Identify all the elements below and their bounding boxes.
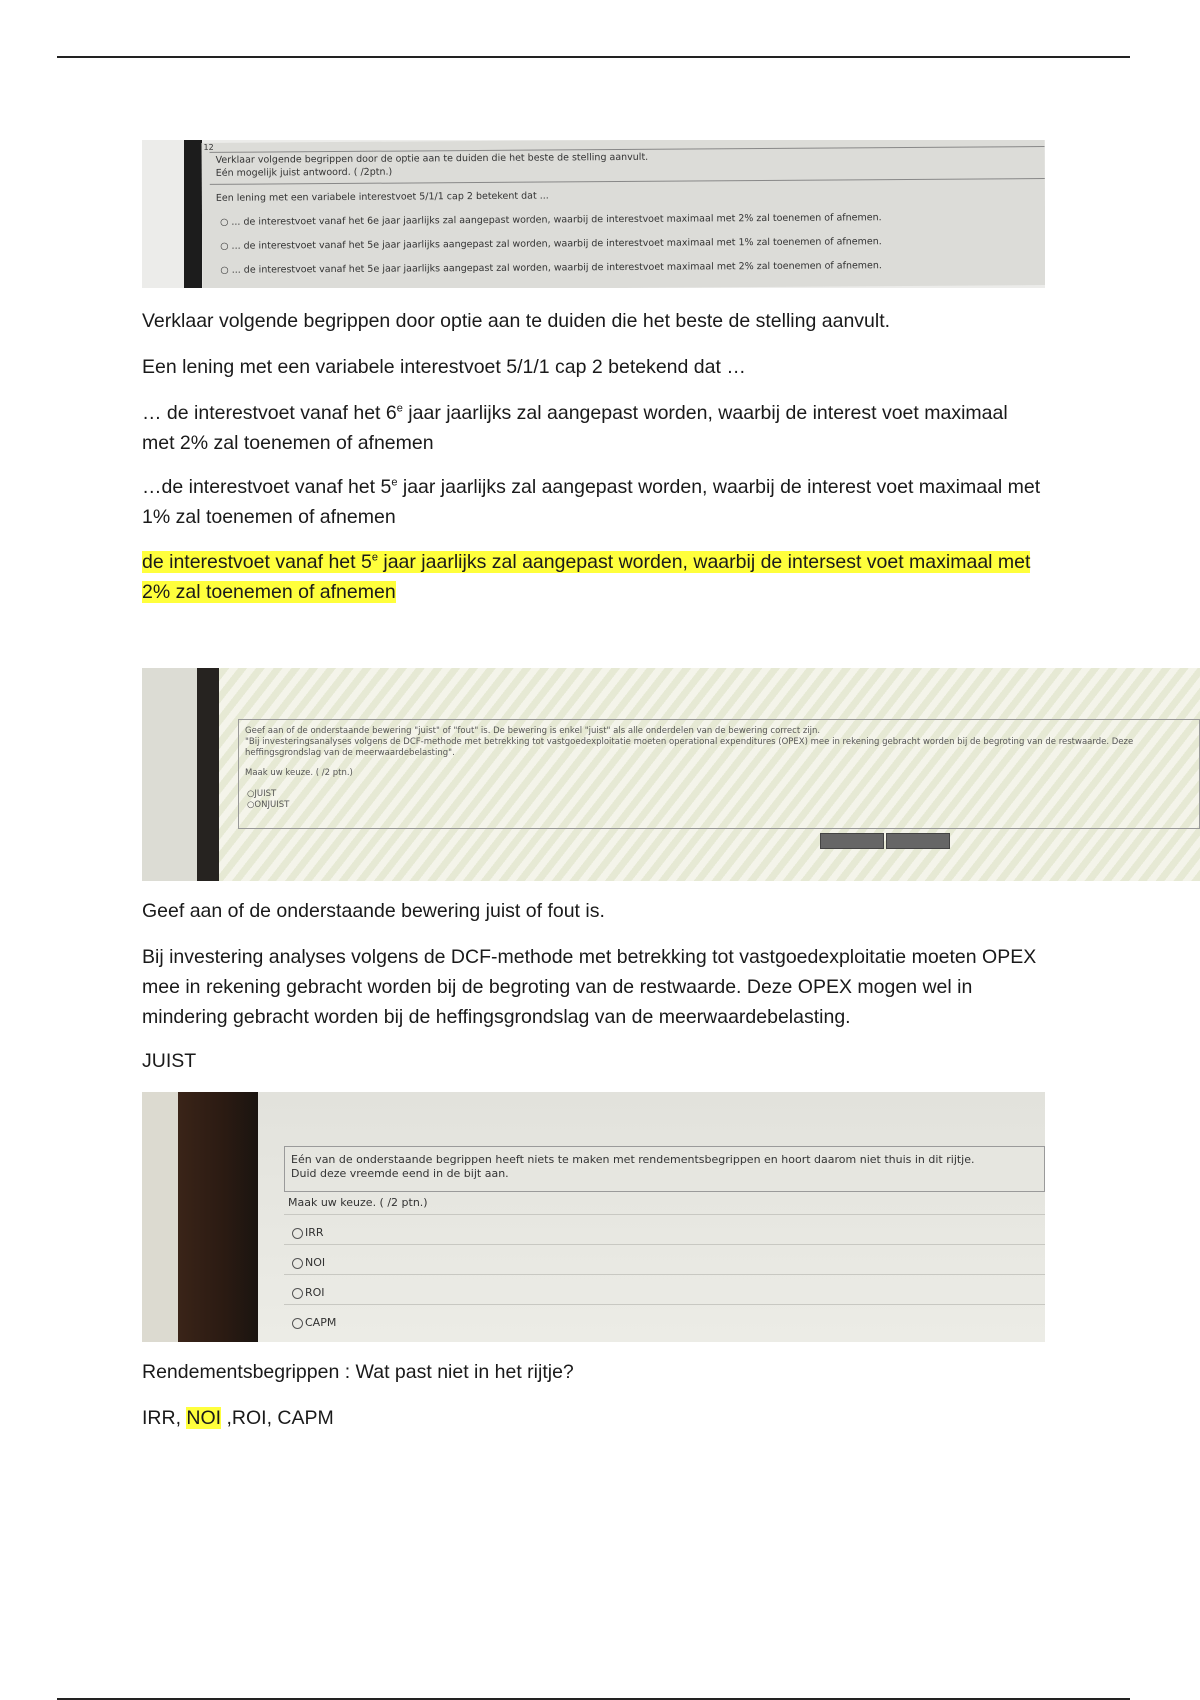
photo-statement-line2: "Bij investeringsanalyses volgens de DCF-methode met betrekking tot vastgoedexploitatie moeten operational expenditures (OPEX) mee in rekening gebracht worden bij de begroting van de restwaarde. Deze <box>245 737 1134 747</box>
section1-instruction: Verklaar volgende begrippen door optie aan te duiden die het beste de stelling aanvult. <box>142 310 891 332</box>
photo-divider <box>210 178 1045 185</box>
monitor-bezel <box>184 140 202 288</box>
section2-instruction: Geef aan of de onderstaande bewering juist of fout is. <box>142 900 605 922</box>
question-photo-3 <box>142 1092 1045 1342</box>
photo-option-juist: ○JUIST <box>247 789 277 799</box>
photo-option-noi: NOI <box>305 1256 326 1269</box>
section1-answer: de interestvoet vanaf het 5e jaar jaarlijks zal aangepast worden, waarbij de intersest voet maximaal met 2% zal toenemen of afnemen <box>142 551 1031 603</box>
photo-previous-button <box>820 833 884 849</box>
section1-option-2: …de interestvoet vanaf het 5e jaar jaarlijks zal aangepast worden, waarbij de interest voet maximaal met 1% zal toenemen of afnemen <box>142 476 1041 528</box>
radio-icon <box>292 1258 303 1269</box>
monitor-bezel <box>197 668 219 881</box>
highlighted-answer: NOI <box>186 1407 222 1429</box>
section3-answer: IRR, NOI ,ROI, CAPM <box>142 1407 334 1429</box>
photo-corner-mark: 12 <box>203 142 214 152</box>
photo-option-1: ○ ... de interestvoet vanaf het 6e jaar jaarlijks zal aangepast worden, waarbij de interestvoet maximaal met 2% zal toenemen of afnemen. <box>220 212 882 228</box>
photo-divider <box>284 1244 1045 1245</box>
photo-question-box <box>284 1146 1045 1192</box>
section3-question: Rendementsbegrippen : Wat past niet in het rijtje? <box>142 1361 574 1383</box>
photo-question-line2: Duid deze vreemde eend in de bijt aan. <box>291 1167 509 1180</box>
photo-option-capm: CAPM <box>305 1316 337 1329</box>
photo-question-box <box>238 719 1200 829</box>
photo-edge <box>142 668 197 881</box>
photo-divider <box>284 1304 1045 1305</box>
header-rule <box>57 56 1130 58</box>
radio-icon <box>292 1318 303 1329</box>
radio-icon <box>292 1228 303 1239</box>
monitor-bezel <box>178 1092 258 1342</box>
photo-option-2: ○ ... de interestvoet vanaf het 5e jaar jaarlijks aangepast zal worden, waarbij de interestvoet maximaal met 1% zal toenemen of afnemen. <box>220 236 882 252</box>
photo-divider <box>284 1214 1045 1215</box>
photo-instruction-line2: Eén mogelijk juist antwoord. ( /2ptn.) <box>215 166 393 179</box>
section2-statement: Bij investering analyses volgens de DCF-methode met betrekking tot vastgoedexploitatie moeten OPEX mee in rekening gebracht worden bij de begroting van de restwaarde. Deze OPEX mogen wel in mindering gebracht worden bij de heffingsgrondslag van de meerwaardebelasting. <box>142 946 1037 1028</box>
photo-prompt: Maak uw keuze. ( /2 ptn.) <box>288 1196 428 1209</box>
photo-prompt: Maak uw keuze. ( /2 ptn.) <box>245 768 353 778</box>
photo-instruction-line1: Verklaar volgende begrippen door de optie aan te duiden die het beste de stelling aanvult. <box>215 151 649 166</box>
section1-option-1: … de interestvoet vanaf het 6e jaar jaarlijks zal aangepast worden, waarbij de interest voet maximaal met 2% zal toenemen of afnemen <box>142 402 1008 454</box>
question-photo-1 <box>142 140 1045 288</box>
photo-edge <box>142 1092 178 1342</box>
photo-option-3: ○ ... de interestvoet vanaf het 5e jaar jaarlijks aangepast zal worden, waarbij de interestvoet maximaal met 2% zal toenemen of afnemen. <box>220 260 882 276</box>
photo-next-button <box>886 833 950 849</box>
photo-statement-line3: heffingsgrondslag van de meerwaardebelasting". <box>245 748 455 758</box>
section2-answer: JUIST <box>142 1050 197 1072</box>
photo-divider <box>284 1274 1045 1275</box>
photo-option-irr: IRR <box>305 1226 324 1239</box>
photo-question: Een lening met een variabele interestvoet 5/1/1 cap 2 betekent dat ... <box>215 190 549 204</box>
section1-question: Een lening met een variabele interestvoet 5/1/1 cap 2 betekend dat … <box>142 356 746 378</box>
photo-statement-line1: Geef aan of de onderstaande bewering "juist" of "fout" is. De bewering is enkel "juist" als alle onderdelen van de bewering correct zijn. <box>245 726 821 736</box>
radio-icon <box>292 1288 303 1299</box>
photo-option-roi: ROI <box>305 1286 325 1299</box>
photo-screen <box>258 1092 1045 1342</box>
photo-option-onjuist: ○ONJUIST <box>247 800 290 810</box>
question-photo-2 <box>142 668 1200 881</box>
photo-question-line1: Eén van de onderstaande begrippen heeft niets te maken met rendementsbegrippen en hoort daarom niet thuis in dit rijtje. <box>291 1153 975 1166</box>
photo-screen <box>201 140 1045 288</box>
